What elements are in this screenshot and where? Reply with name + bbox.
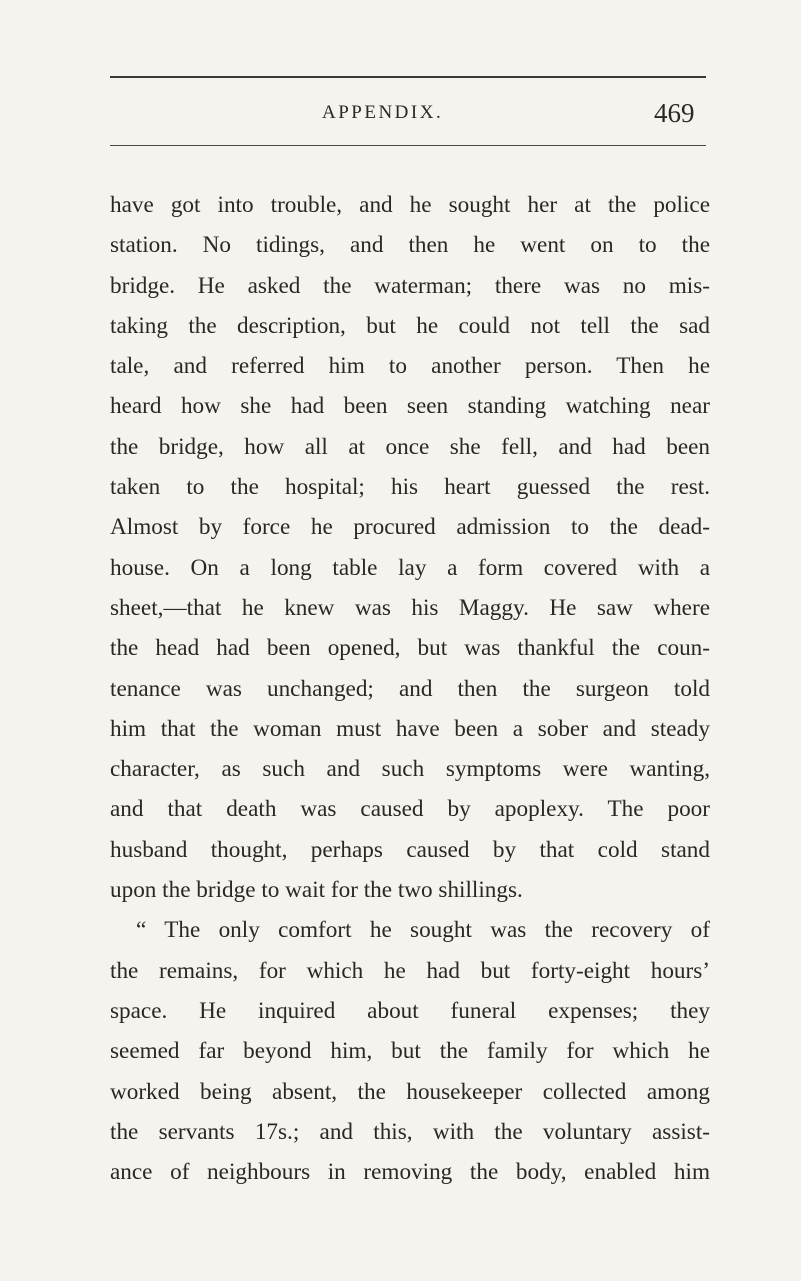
text-line: the servants 17s.; and this, with the voluntary assist- [110, 1118, 710, 1145]
text-line: taking the description, but he could not tell the sad [110, 312, 710, 339]
text-line: bridge. He asked the waterman; there was no mis- [110, 272, 710, 299]
text-line: tenance was unchanged; and then the surgeon told [110, 675, 710, 702]
text-line: ance of neighbours in removing the body, enabled him [110, 1159, 710, 1186]
text-line: worked being absent, the housekeeper collected among [110, 1078, 710, 1105]
text-line: the remains, for which he had but forty-eight hours’ [110, 957, 710, 984]
text-line: taken to the hospital; his heart guessed the rest. [110, 474, 710, 501]
running-head [0, 100, 801, 134]
text-line: house. On a long table lay a form covered with a [110, 554, 710, 581]
text-line: station. No tidings, and then he went on to the [110, 232, 710, 259]
text-line: husband thought, perhaps caused by that cold stand [110, 836, 710, 863]
page-number: 469 [654, 98, 695, 128]
text-line: the bridge, how all at once she fell, and had been [110, 433, 710, 460]
text-line: space. He inquired about funeral expenses; they [110, 997, 710, 1024]
text-line: Almost by force he procured admission to the dead- [110, 514, 710, 541]
text-line: and that death was caused by apoplexy. The poor [110, 796, 710, 823]
body-text [110, 185, 710, 1192]
text-line: him that the woman must have been a sober and steady [110, 715, 710, 742]
running-title: APPENDIX. [322, 102, 444, 123]
paragraph-start-line: “ The only comfort he sought was the recovery of [136, 917, 710, 944]
text-line: seemed far beyond him, but the family for which he [110, 1038, 710, 1065]
paragraph-end-line: upon the bridge to wait for the two shillings. [110, 877, 523, 904]
header-rule [110, 145, 706, 146]
text-line: the head had been opened, but was thankful the coun- [110, 635, 710, 662]
text-line: have got into trouble, and he sought her at the police [110, 192, 710, 218]
text-line: character, as such and such symptoms were wanting, [110, 756, 710, 783]
text-line: sheet,—that he knew was his Maggy. He saw where [110, 594, 710, 621]
top-rule [110, 76, 706, 78]
text-line: heard how she had been seen standing watching near [110, 393, 710, 420]
text-line: tale, and referred him to another person. Then he [110, 353, 710, 380]
